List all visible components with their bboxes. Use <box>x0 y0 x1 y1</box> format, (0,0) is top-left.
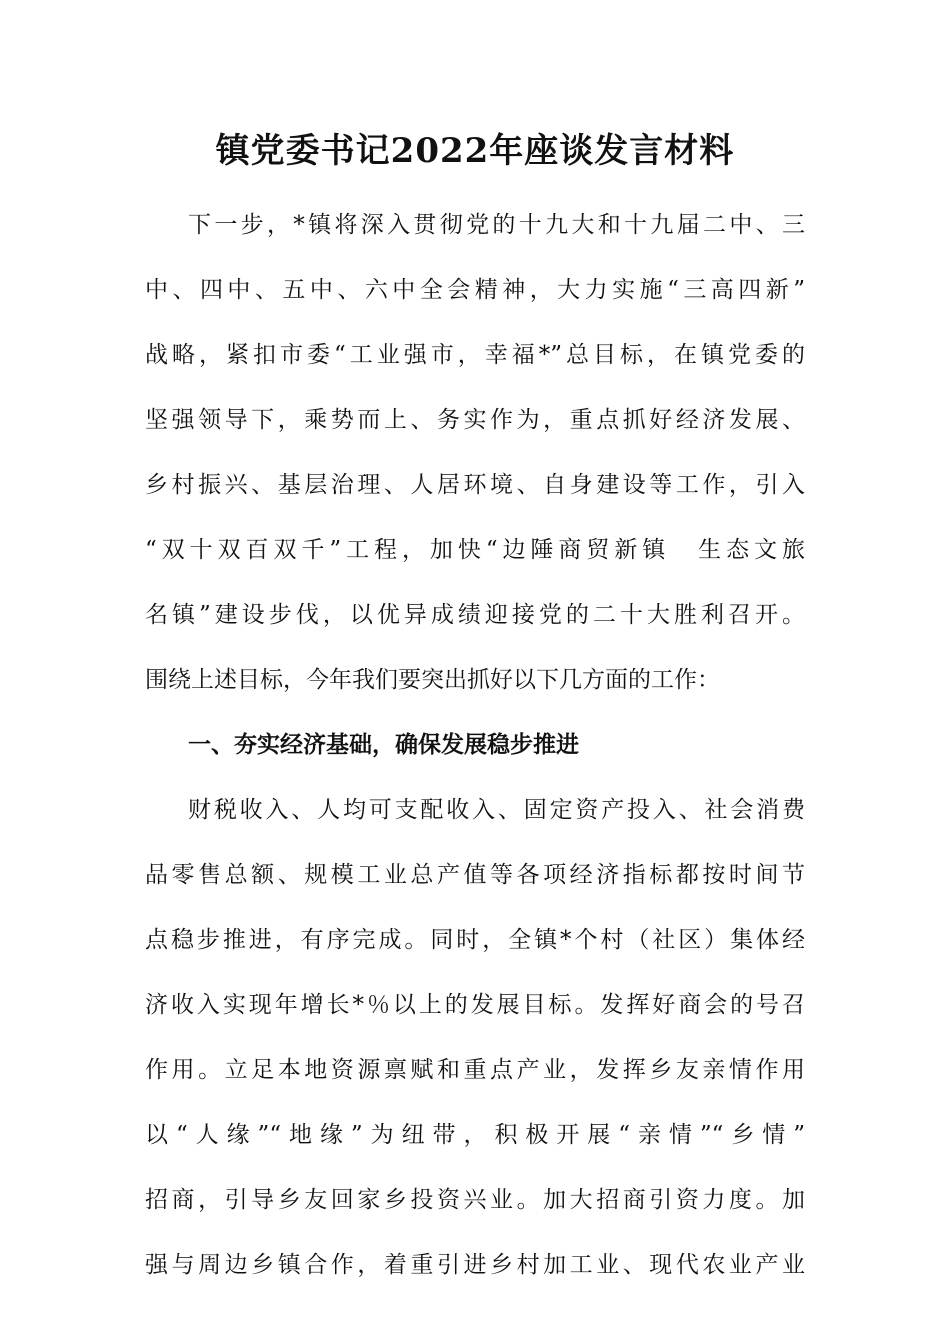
intro-line-6: “双十双百双千”工程，加快“边陲商贸新镇 生态文旅 <box>145 537 805 563</box>
section-1-line-8: 强与周边乡镇合作，着重引进乡村加工业、现代农业产业 <box>145 1252 805 1278</box>
section-1-line-6: 以“人缘”“地缘”为纽带，积极开展“亲情”“乡情” <box>145 1122 805 1148</box>
document-title: 镇党委书记2022年座谈发言材料 <box>215 131 735 171</box>
section-1-line-1: 财税收入、人均可支配收入、固定资产投入、社会消费 <box>188 797 805 823</box>
intro-line-3: 战略，紧扣市委“工业强市，幸福*”总目标，在镇党委的 <box>145 342 805 368</box>
section-1-line-2: 品零售总额、规模工业总产值等各项经济指标都按时间节 <box>145 862 805 888</box>
intro-line-7: 名镇”建设步伐，以优异成绩迎接党的二十大胜利召开。 <box>145 602 805 628</box>
intro-line-5: 乡村振兴、基层治理、人居环境、自身建设等工作，引入 <box>145 472 805 498</box>
intro-line-2: 中、四中、五中、六中全会精神，大力实施“三高四新” <box>145 277 805 303</box>
section-1-heading: 一、夯实经济基础，确保发展稳步推进 <box>188 732 579 758</box>
section-1-line-4: 济收入实现年增长*％以上的发展目标。发挥好商会的号召 <box>145 992 805 1018</box>
intro-line-8: 围绕上述目标，今年我们要突出抓好以下几方面的工作： <box>145 667 720 693</box>
section-1-line-7: 招商，引导乡友回家乡投资兴业。加大招商引资力度。加 <box>145 1187 805 1213</box>
intro-line-1: 下一步，*镇将深入贯彻党的十九大和十九届二中、三 <box>188 212 805 238</box>
intro-line-4: 坚强领导下，乘势而上、务实作为，重点抓好经济发展、 <box>145 407 805 433</box>
section-1-line-5: 作用。立足本地资源禀赋和重点产业，发挥乡友亲情作用 <box>145 1057 805 1083</box>
section-1-line-3: 点稳步推进，有序完成。同时，全镇*个村（社区）集体经 <box>145 927 805 953</box>
